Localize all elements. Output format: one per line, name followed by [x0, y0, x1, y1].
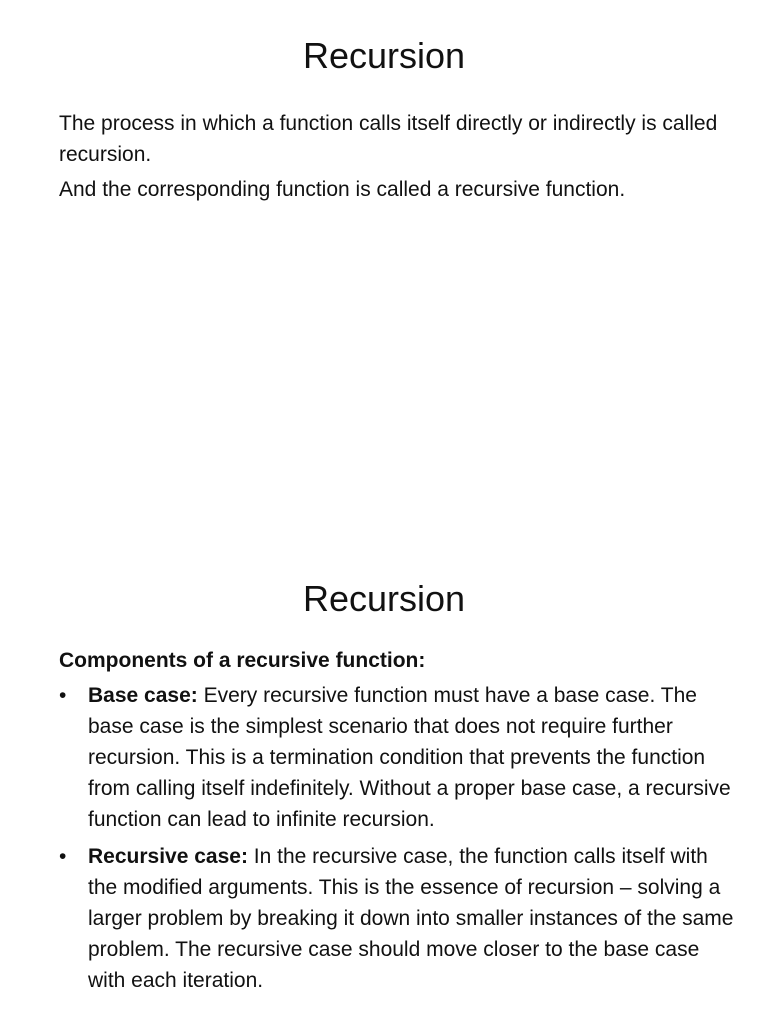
slide-1-title: Recursion — [302, 35, 466, 76]
slide-2-title: Recursion — [302, 578, 466, 619]
bullet-icon: • — [59, 684, 67, 707]
recursive-function-paragraph: And the corresponding function is called a recursive function. — [59, 178, 626, 201]
list-item-recursive-case — [59, 841, 738, 996]
definition-paragraph: The process in which a function calls itself directly or indirectly is called recursion. — [59, 112, 718, 166]
description-recursive-case: In the recursive case, the function calls itself with the modified arguments. This is the essence of recursion – solving a larger problem by breaking it down into smaller instances of the same problem. The recursive case should move closer to the base case with each iteration. — [88, 845, 734, 992]
term-base-case: Base case: — [88, 684, 198, 707]
term-recursive-case: Recursive case: — [88, 845, 248, 868]
slide-2-body — [59, 645, 739, 1002]
slide-1-body — [59, 108, 739, 209]
description-base-case: Every recursive function must have a base case. The base case is the simplest scenario that does not require further recursion. This is a termination condition that prevents the function from calling itself indefinitely. Without a proper base case, a recursive function can lead to infinite recursion. — [88, 684, 731, 831]
slide-2 — [0, 545, 768, 1024]
components-list — [59, 680, 739, 996]
bullet-icon: • — [59, 845, 67, 868]
list-item-base-case — [59, 680, 738, 835]
components-heading: Components of a recursive function: — [59, 649, 426, 672]
